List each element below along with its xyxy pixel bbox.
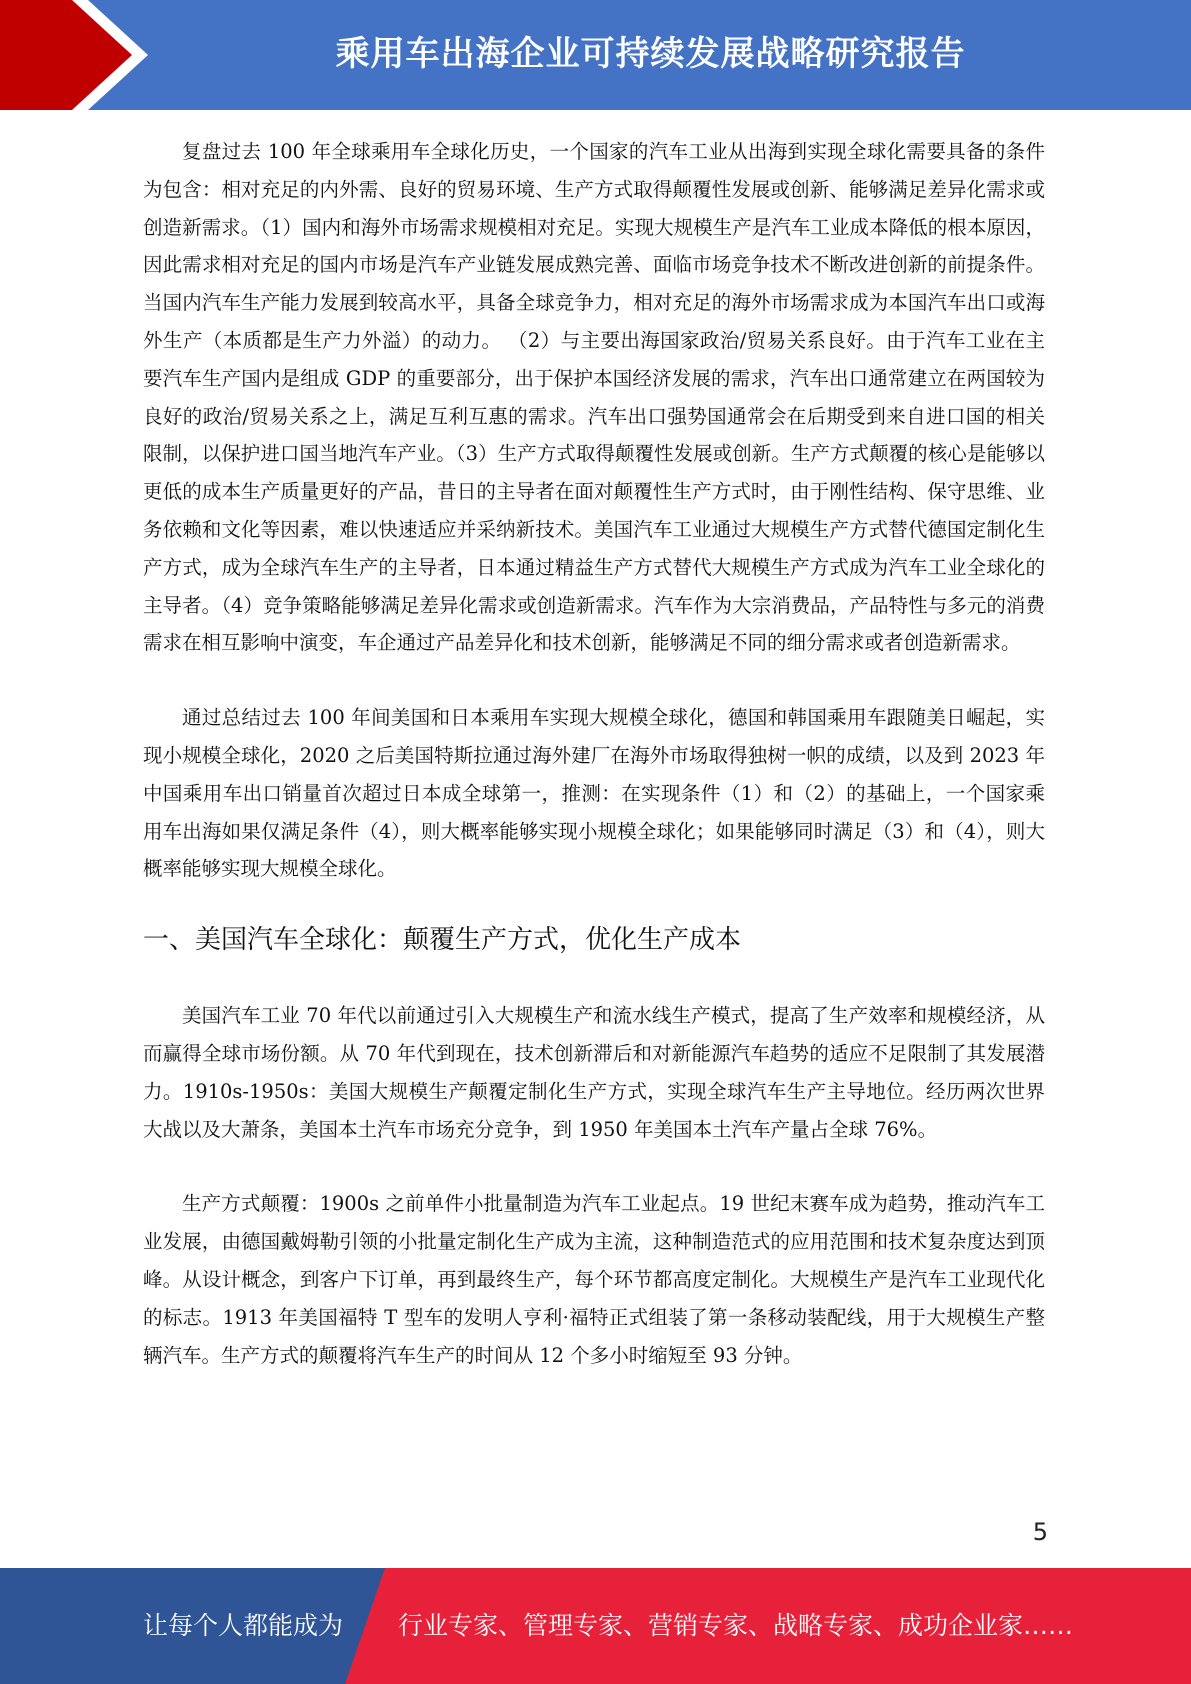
- section-paragraph-1: 美国汽车工业 70 年代以前通过引入大规模生产和流水线生产模式，提高了生产效率和规模经济，从而赢得全球市场份额。从 70 年代到现在，技术创新滞后和对新能源汽车趋势的适应不足限制了其发展潜力。1910s-1950s：美国大规模生产颠覆定制化生产方式，实现全球汽车生产主导地位。经历两次世界大战以及大萧条，美国本土汽车市场充分竞争，到 1950 年美国本土汽车产量占全球 76%。: [143, 1004, 1045, 1141]
- header-arrow-decoration: [0, 0, 160, 110]
- report-header: [0, 0, 1191, 110]
- section-heading: 一、美国汽车全球化：颠覆生产方式，优化生产成本: [143, 925, 742, 956]
- report-footer: [0, 1568, 1191, 1684]
- page-number: 5: [1032, 1518, 1048, 1546]
- body-paragraph-1: 复盘过去 100 年全球乘用车全球化历史，一个国家的汽车工业从出海到实现全球化需要具备的条件为包含：相对充足的内外需、良好的贸易环境、生产方式取得颠覆性发展或创新、能够满足差异化需求或创造新需求。（1）国内和海外市场需求规模相对充足。实现大规模生产是汽车工业成本降低的根本原因，因此需求相对充足的国内市场是汽车产业链发展成熟完善、面临市场竞争技术不断改进创新的前提条件。当国内汽车生产能力发展到较高水平，具备全球竞争力，相对充足的海外市场需求成为本国汽车出口或海外生产（本质都是生产力外溢）的动力。 （2）与主要出海国家政治/贸易关系良好。由于汽车工业在主要汽车生产国内是组成 GDP 的重要部分，出于保护本国经济发展的需求，汽车出口通常建立在两国较为良好的政治/贸易关系之上，满足互利互惠的需求。汽车出口强势国通常会在后期受到来自进口国的相关限制，以保护进口国当地汽车产业。（3）生产方式取得颠覆性发展或创新。生产方式颠覆的核心是能够以更低的成本生产质量更好的产品，昔日的主导者在面对颠覆性生产方式时，由于刚性结构、保守思维、业务依赖和文化等因素，难以快速适应并采纳新技术。美国汽车工业通过大规模生产方式替代德国定制化生产方式，成为全球汽车生产的主导者，日本通过精益生产方式替代大规模生产方式成为汽车工业全球化的主导者。（4）竞争策略能够满足差异化需求或创造新需求。汽车作为大宗消费品，产品特性与多元的消费需求在相互影响中演变，车企通过产品差异化和技术创新，能够满足不同的细分需求或者创造新需求。: [143, 140, 1045, 655]
- report-title: 乘用车出海企业可持续发展战略研究报告: [335, 34, 966, 74]
- page-content: [143, 133, 1045, 1374]
- footer-slogan-right: 行业专家、管理专家、营销专家、战略专家、成功企业家……: [398, 1611, 1074, 1640]
- footer-slogan-left: 让每个人都能成为: [143, 1611, 344, 1640]
- body-paragraph-2: 通过总结过去 100 年间美国和日本乘用车实现大规模全球化，德国和韩国乘用车跟随美日崛起，实现小规模全球化，2020 之后美国特斯拉通过海外建厂在海外市场取得独树一帜的成绩，以及到 2023 年中国乘用车出口销量首次超过日本成全球第一，推测：在实现条件（1）和（2）的基础上，一个国家乘用车出海如果仅满足条件（4），则大概率能够实现小规模全球化；如果能够同时满足（3）和（4），则大概率能够实现大规模全球化。: [143, 706, 1045, 881]
- section-paragraph-2: 生产方式颠覆：1900s 之前单件小批量制造为汽车工业起点。19 世纪末赛车成为趋势，推动汽车工业发展，由德国戴姆勒引领的小批量定制化生产成为主流，这种制造范式的应用范围和技术复杂度达到顶峰。从设计概念，到客户下订单，再到最终生产，每个环节都高度定制化。大规模生产是汽车工业现代化的标志。1913 年美国福特 T 型车的发明人亨利·福特正式组装了第一条移动装配线，用于大规模生产整辆汽车。生产方式的颠覆将汽车生产的时间从 12 个多小时缩短至 93 分钟。: [143, 1192, 1045, 1367]
